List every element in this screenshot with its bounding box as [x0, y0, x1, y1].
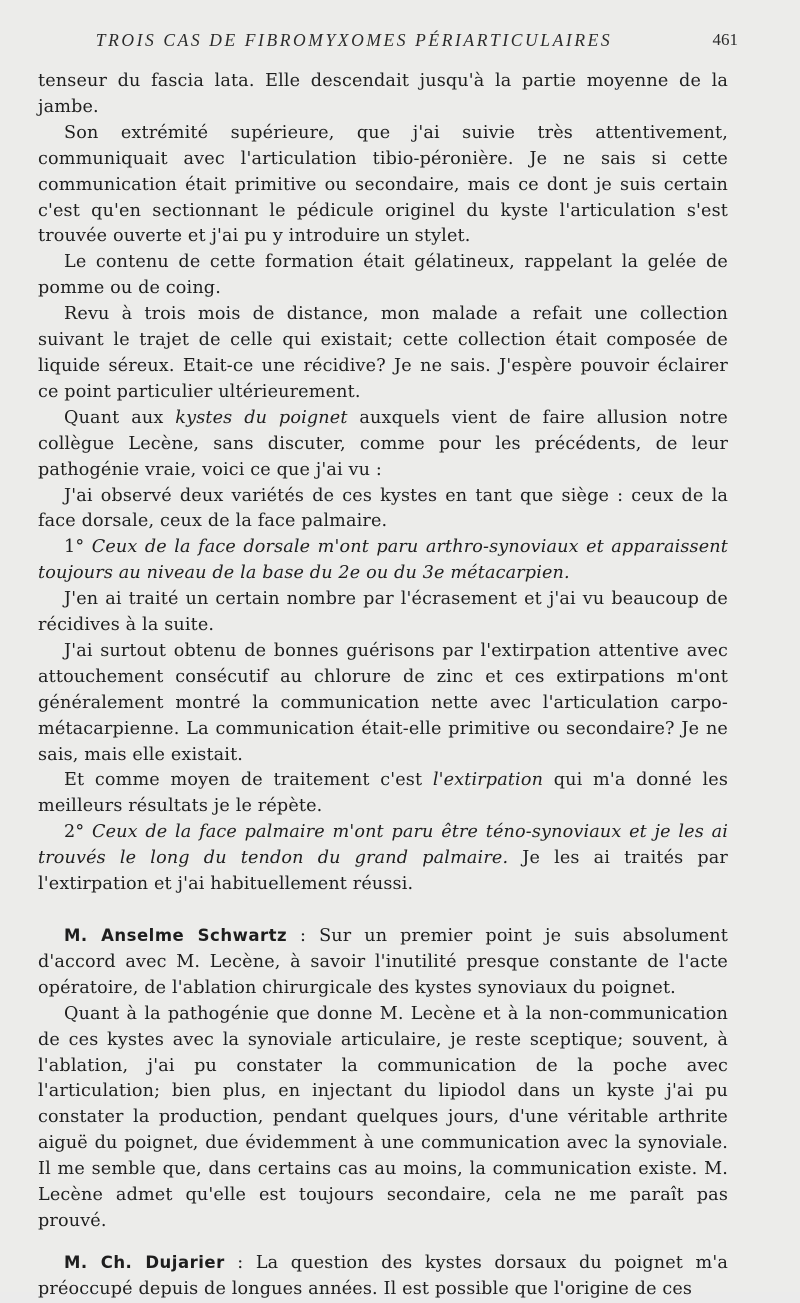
paragraph-7-number: 1°: [64, 537, 92, 558]
running-head: [30, 30, 738, 52]
speaker-name-schwartz: M. Anselme Schwartz: [64, 926, 288, 945]
paragraph-5-end: auxquels vient de faire allusion notre collègue Lecène, sans discuter, comme pour les précédents, de leur pathogénie vraie, voici ce que j'ai vu :: [38, 407, 728, 480]
paragraph-9: J'ai surtout obtenu de bonnes guérisons par l'extirpation attentive avec attouchement consécutif au chlorure de zinc et ces extirpations m'ont généralement montré la communication nette avec l'articulation carpo-métacarpienne. La communication était-elle primitive ou secondaire? Je ne sais, mais elle existait.: [38, 640, 728, 765]
running-title: TROIS CAS DE FIBROMYXOMES PÉRIARTICULAIRES: [95, 30, 613, 50]
schwartz-text: : Sur un premier point je suis absolument d'accord avec M. Lecène, à savoir l'inutilité presque constante de l'acte opératoire, de l'ablation chirurgicale des kystes synoviaux du poignet.: [38, 926, 729, 998]
paragraph-13: Quant à la pathogénie que donne M. Lecène et à la non-communication de ces kystes avec la synoviale articulaire, je reste sceptique; souvent, à l'ablation, j'ai pu constater la communication de la poche avec l'articulation; bien plus, en injectant du lipiodol dans un kyste j'ai pu constater la production, pendant quelques jours, d'une véritable arthrite aiguë du poignet, due évidemment à une communication avec la synoviale. Il me semble que, dans certains cas au moins, la communication existe. M. Lecène admet qu'elle est toujours secondaire, cela ne me paraît pas prouvé.: [38, 1003, 728, 1231]
paragraph-10-start: Et comme moyen de traitement c'est: [64, 770, 433, 791]
dujarier-text: : La question des kystes dorsaux du poignet m'a préoccupé depuis de longues années. Il est possible que l'origine de ces: [38, 1252, 728, 1299]
body-text: [38, 69, 728, 1303]
paragraph-11-italic: Ceux de la face palmaire m'ont paru être téno-synoviaux et je les ai trouvés le long du tendon du grand palmaire.: [38, 822, 728, 869]
paragraph-11-number: 2°: [64, 822, 92, 843]
paragraph-5: [38, 406, 728, 484]
paragraph-8: J'en ai traité un certain nombre par l'écrasement et j'ai vu beaucoup de récidives à la suite.: [38, 589, 728, 636]
paragraph-11-end: Je les ai traités par l'extirpation et j'ai habituellement réussi.: [38, 848, 728, 895]
schwartz-intervention: [38, 923, 728, 1002]
paragraph-3: Le contenu de cette formation était gélatineux, rappelant la gelée de pomme ou de coing.: [38, 252, 728, 299]
paragraph-6: J'ai observé deux variétés de ces kystes en tant que siège : ceux de la face dorsale, ceux de la face palmaire.: [38, 485, 728, 532]
paragraph-5-italic: kystes du poignet: [175, 407, 348, 428]
paragraph-10-end: qui m'a donné les meilleurs résultats je le répète.: [38, 770, 729, 817]
paragraph-4: Revu à trois mois de distance, mon malade a refait une collection suivant le trajet de celle qui existait; cette collection était composée de liquide séreux. Etait-ce une récidive? Je ne sais. J'espère pouvoir éclairer ce point particulier ultérieurement.: [38, 304, 728, 402]
paragraph-1: tenseur du fascia lata. Elle descendait jusqu'à la partie moyenne de la jambe.: [38, 71, 728, 117]
paragraph-7-italic: Ceux de la face dorsale m'ont paru arthro-synoviaux et apparaissent toujours au niveau de la base du 2e ou du 3e métacarpien.: [38, 537, 728, 584]
page-number: 461: [712, 30, 738, 49]
paragraph-7: [38, 535, 728, 587]
paragraph-11: [38, 820, 728, 898]
speaker-name-dujarier: M. Ch. Dujarier: [64, 1252, 225, 1272]
paragraph-10: [38, 768, 728, 820]
paragraph-10-italic: l'extirpation: [432, 770, 544, 791]
dujarier-intervention: [38, 1250, 728, 1303]
paragraph-2: Son extrémité supérieure, que j'ai suivie très attentivement, communiquait avec l'articulation tibio-péronière. Je ne sais si cette communication était primitive ou secondaire, mais ce dont je suis certain c'est qu'en sectionnant le pédicule originel du kyste l'articulation s'est trouvée ouverte et j'ai pu y introduire un stylet.: [38, 122, 728, 247]
paragraph-5-start: Quant aux: [64, 407, 176, 428]
